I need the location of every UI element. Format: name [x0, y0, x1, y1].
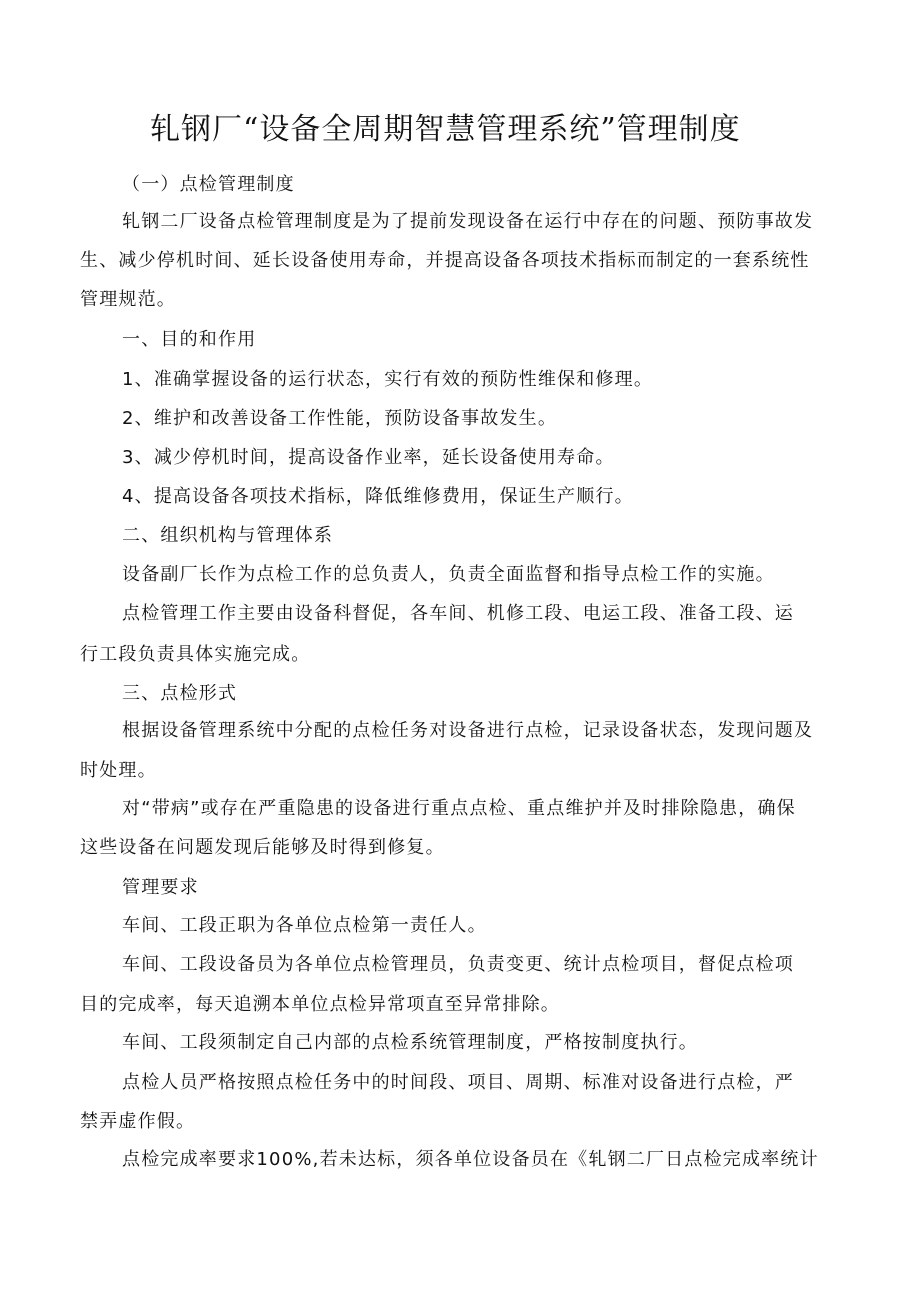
inspection-form-heading: 三、点检形式 [122, 683, 238, 704]
intro-line-3: 管理规范。 [80, 289, 176, 310]
requirement-1: 车间、工段正职为各单位点检第一责任人。 [122, 915, 487, 936]
inspection-form-para-2-line-1: 对“带病”或存在严重隐患的设备进行重点点检、重点维护并及时排除隐患，确保 [122, 798, 796, 819]
purpose-item-4: 4、提高设备各项技术指标，降低维修费用，保证生产顺行。 [122, 486, 634, 507]
requirement-5-line-1: 点检完成率要求100%,若未达标，须各单位设备员在《轧钢二厂日点检完成率统计 [122, 1149, 819, 1170]
inspection-form-para-1-line-1: 根据设备管理系统中分配的点检任务对设备进行点检，记录设备状态，发现问题及 [122, 720, 814, 741]
organization-para-2-line-2: 行工段负责具体实施完成。 [80, 644, 311, 665]
requirements-heading: 管理要求 [122, 877, 199, 898]
intro-line-1: 轧钢二厂设备点检管理制度是为了提前发现设备在运行中存在的问题、预防事故发 [122, 211, 814, 232]
requirement-4-line-1: 点检人员严格按照点检任务中的时间段、项目、周期、标准对设备进行点检，严 [122, 1072, 794, 1093]
organization-para-1: 设备副厂长作为点检工作的总负责人，负责全面监督和指导点检工作的实施。 [122, 564, 775, 585]
organization-heading: 二、组织机构与管理体系 [122, 525, 334, 546]
intro-line-2: 生、减少停机时间、延长设备使用寿命，并提高设备各项技术指标而制定的一套系统性 [80, 250, 810, 271]
inspection-form-para-2-line-2: 这些设备在问题发现后能够及时得到修复。 [80, 837, 445, 858]
requirement-2-line-2: 目的完成率，每天追溯本单位点检异常项直至异常排除。 [80, 994, 560, 1015]
requirement-2-line-1: 车间、工段设备员为各单位点检管理员，负责变更、统计点检项目，督促点检项 [122, 954, 794, 975]
purpose-item-3: 3、减少停机时间，提高设备作业率，延长设备使用寿命。 [122, 447, 615, 468]
inspection-form-para-1-line-2: 时处理。 [80, 760, 157, 781]
purpose-heading: 一、目的和作用 [122, 329, 257, 350]
purpose-item-2: 2、维护和改善设备工作性能，预防设备事故发生。 [122, 408, 558, 429]
document-title: 轧钢厂“设备全周期智慧管理系统”管理制度 [150, 112, 741, 147]
organization-para-2-line-1: 点检管理工作主要由设备科督促，各车间、机修工段、电运工段、准备工段、运 [122, 603, 794, 624]
requirement-3: 车间、工段须制定自己内部的点检系统管理制度，严格按制度执行。 [122, 1032, 698, 1053]
section-heading: （一）点检管理制度 [122, 174, 295, 195]
requirement-4-line-2: 禁弄虚作假。 [80, 1111, 196, 1132]
purpose-item-1: 1、准确掌握设备的运行状态，实行有效的预防性维保和修理。 [122, 369, 654, 390]
